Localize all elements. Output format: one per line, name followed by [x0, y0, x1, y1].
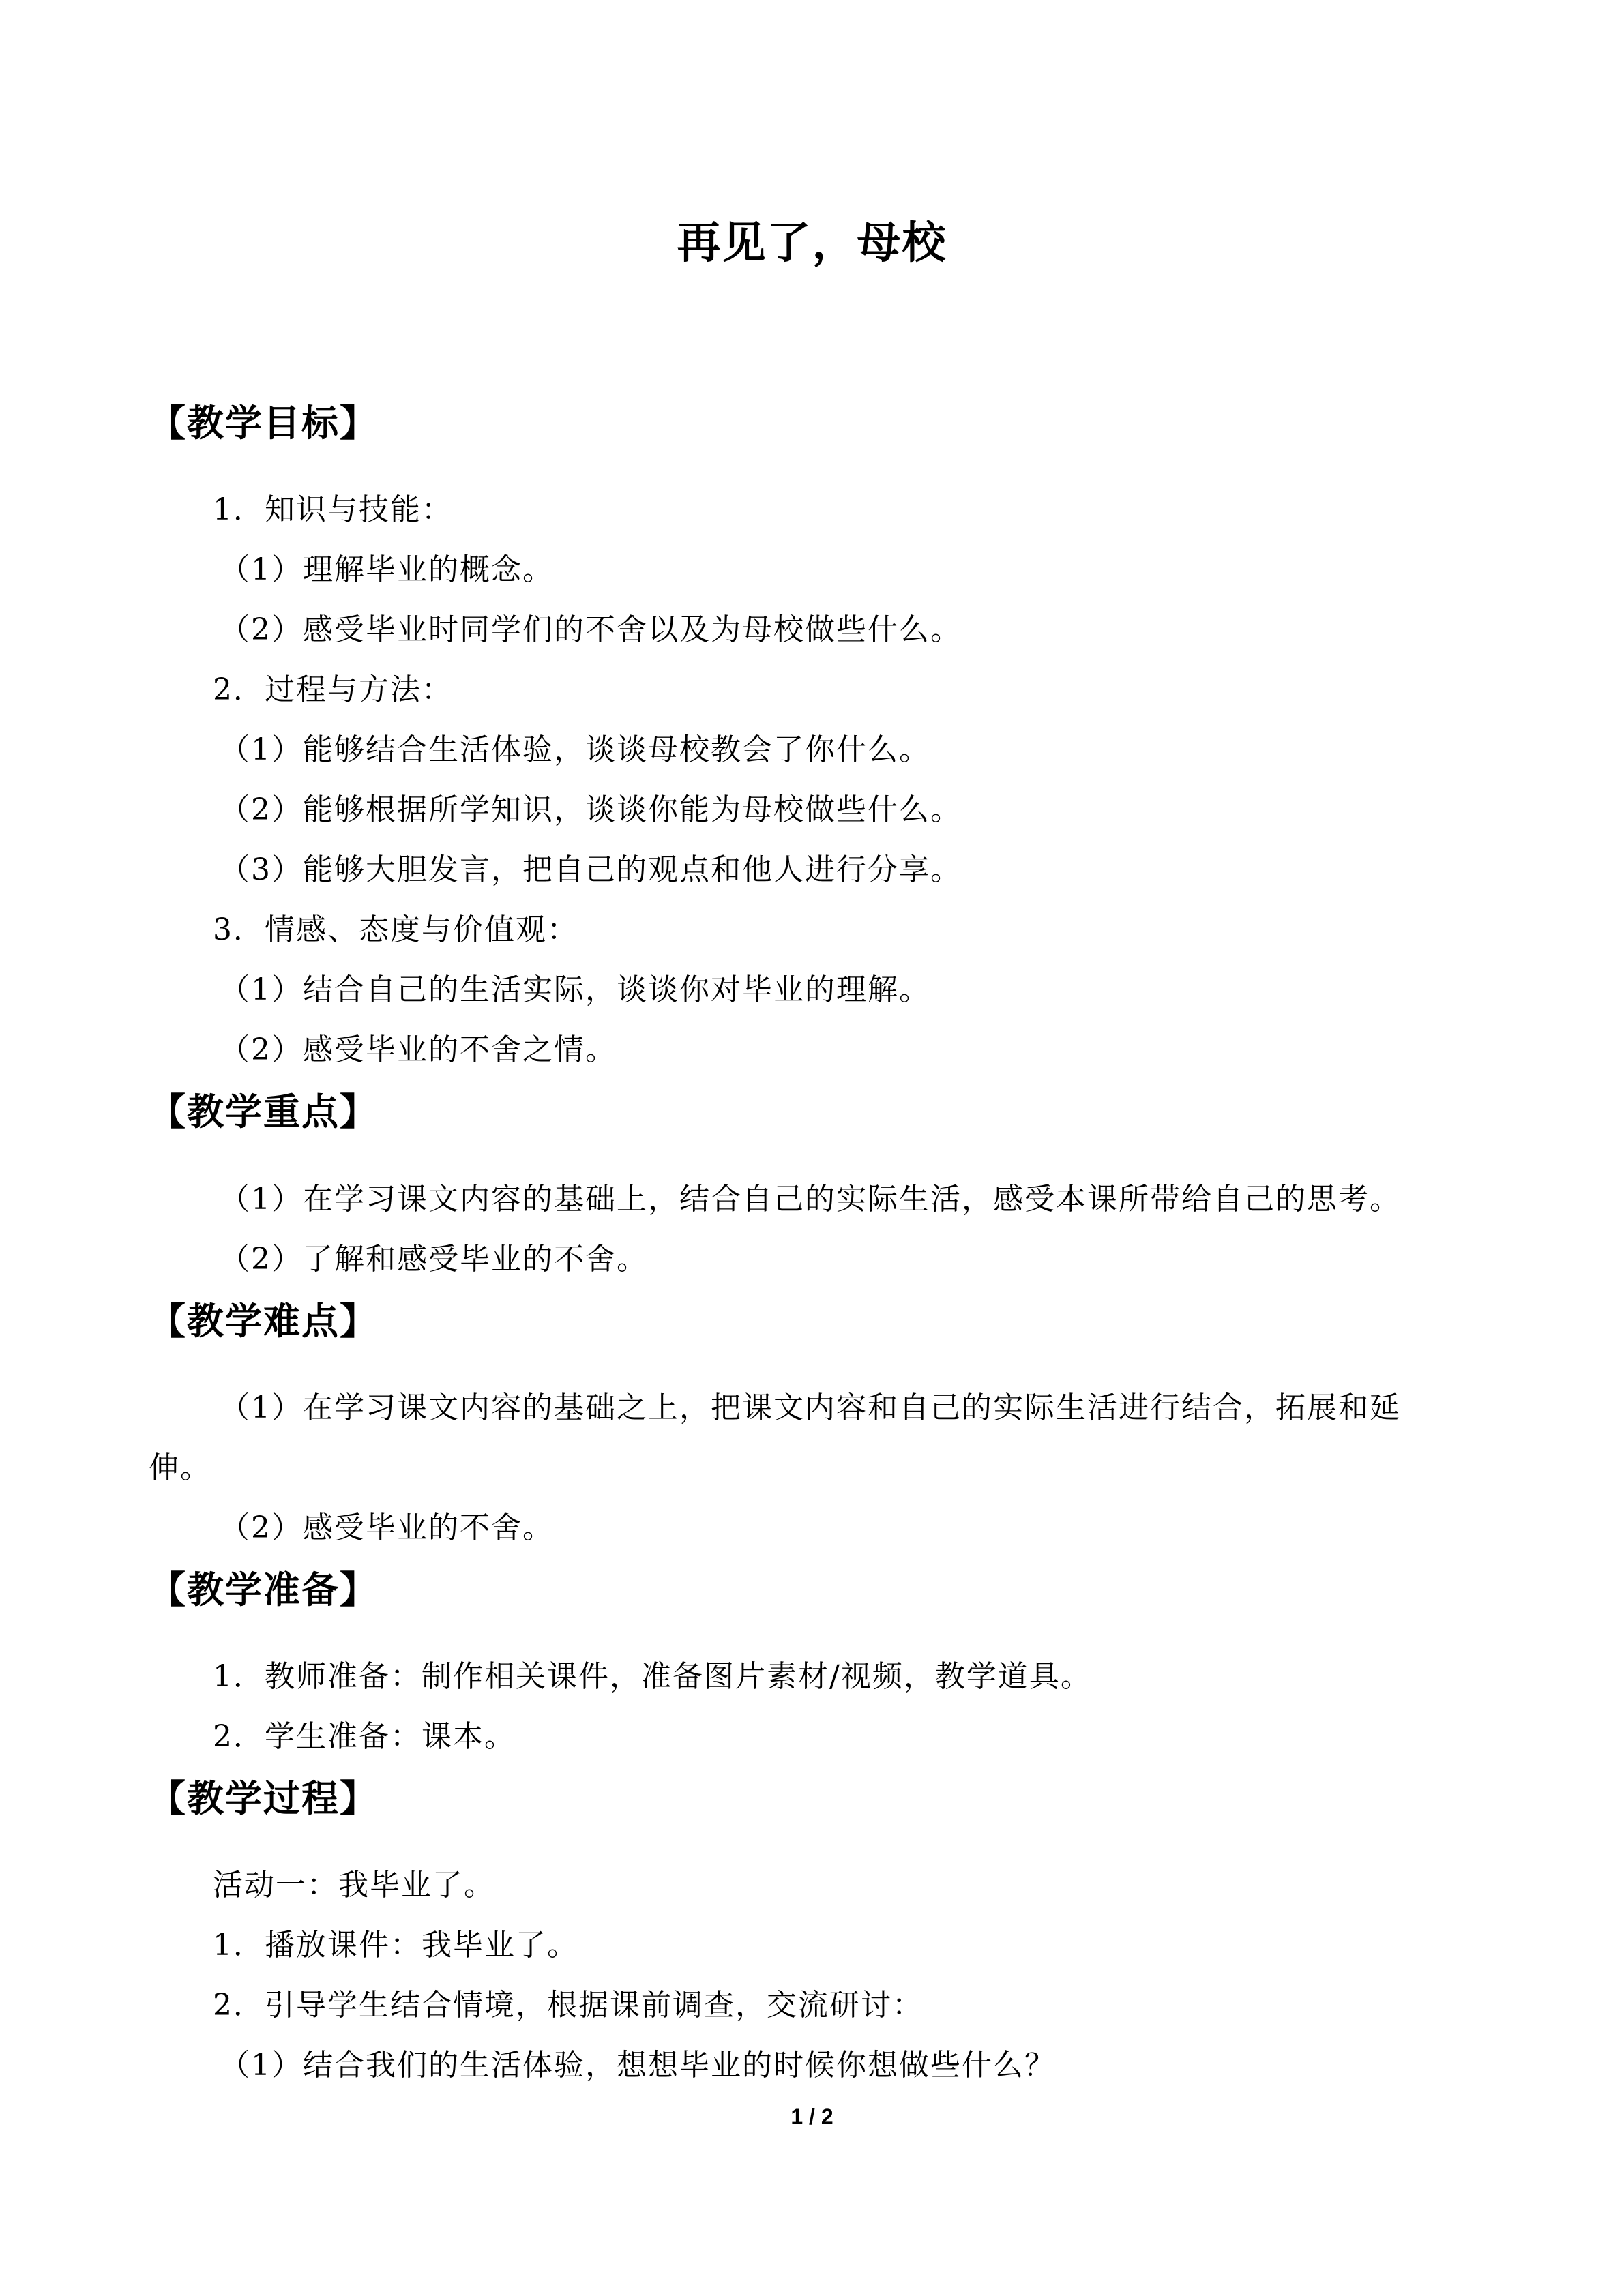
objective-line: （2）感受毕业的不舍之情。 [220, 1032, 617, 1067]
difficulty-line: 伸。 [149, 1450, 211, 1485]
heading-difficulties: 【教学难点】 [149, 1300, 378, 1343]
process-line: （1）结合我们的生活体验，想想毕业的时候你想做些什么？ [220, 2048, 1056, 2083]
document-title: 再见了，母校 [677, 218, 947, 269]
heading-key-points: 【教学重点】 [149, 1090, 378, 1133]
heading-process: 【教学过程】 [149, 1777, 378, 1820]
objective-line: （2）能够根据所学知识，谈谈你能为母校做些什么。 [220, 792, 962, 827]
process-line: 2．引导学生结合情境，根据课前调查，交流研讨： [213, 1988, 924, 2023]
objective-line: （3）能够大胆发言，把自己的观点和他人进行分享。 [220, 852, 962, 887]
key-point-line: （2）了解和感受毕业的不舍。 [220, 1242, 648, 1277]
objective-line: 2．过程与方法： [213, 672, 453, 707]
objective-line: （1）结合自己的生活实际，谈谈你对毕业的理解。 [220, 972, 930, 1007]
objective-line: 1．知识与技能： [213, 492, 453, 527]
page-number: 1 / 2 [791, 2104, 833, 2129]
objective-line: （1）能够结合生活体验，谈谈母校教会了你什么。 [220, 732, 930, 767]
objective-line: （1）理解毕业的概念。 [220, 552, 554, 587]
preparation-line: 2．学生准备：课本。 [213, 1719, 516, 1754]
objective-line: 3．情感、态度与价值观： [213, 912, 578, 947]
difficulty-line: （1）在学习课文内容的基础之上，把课文内容和自己的实际生活进行结合，拓展和延 [220, 1390, 1401, 1425]
preparation-line: 1．教师准备：制作相关课件，准备图片素材/视频，教学道具。 [213, 1659, 1092, 1694]
difficulty-line: （2）感受毕业的不舍。 [220, 1510, 554, 1545]
key-point-line: （1）在学习课文内容的基础上，结合自己的实际生活，感受本课所带给自己的思考。 [220, 1182, 1401, 1217]
heading-objectives: 【教学目标】 [149, 402, 378, 445]
process-line: 活动一：我毕业了。 [213, 1868, 495, 1903]
heading-preparation: 【教学准备】 [149, 1568, 378, 1611]
objective-line: （2）感受毕业时同学们的不舍以及为母校做些什么。 [220, 612, 962, 647]
process-line: 1．播放课件：我毕业了。 [213, 1928, 578, 1963]
